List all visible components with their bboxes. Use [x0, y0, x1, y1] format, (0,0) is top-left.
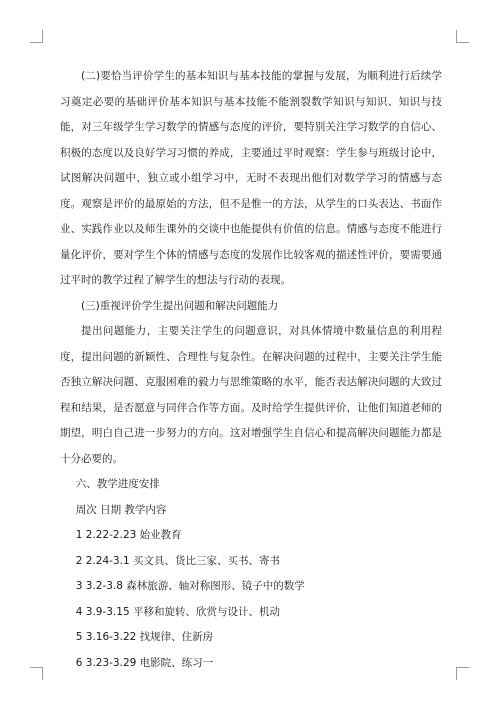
- schedule-row: 2 2.24-3.1 买文具、货比三家、买书、寄书: [75, 554, 280, 567]
- document-body: [60, 64, 442, 676]
- schedule-row: 5 3.16-3.22 找规律、住新房: [75, 631, 214, 643]
- schedule-row: 1 2.22-2.23 始业教育: [75, 529, 182, 541]
- schedule-row: 4 3.9-3.15 平移和旋转、欣赏与设计、机动: [75, 605, 280, 618]
- paragraph-problem-solving: 提出问题能力，主要关注学生的问题意识，对具体情境中数量信息的利用程度，提出问题的新颖性、合理性与复杂性。在解决问题的过程中，主要关注学生能否独立解决问题、克服困难的毅力与思维策略的水平，能否表达解决问题的大致过程和结果，是否愿意与同伴合作等方面。及时给学生提供评价，让他们知道老师的期望，明白自己进一步努力的方向。这对增强学生自信心和提高解决问题能力都是十分必要的。: [60, 325, 442, 465]
- paragraph-evaluation-knowledge: (二)要恰当评价学生的基本知识与基本技能的掌握与发展，为顺利进行后续学习奠定必要的基础评价基本知识与基本技能不能割裂数学知识与知识、知识与技能，对三年级学生学习数学的情感与态度的评价，要特别关注学习数学的自信心、积极的态度以及良好学习习惯的养成，主要通过平时观察：学生参与班级讨论中，试图解决问题中，独立或小组学习中，无时不表现出他们对数学学习的情感与态度。观察是评价的最原始的方法，但不是惟一的方法，从学生的口头表达、书面作业、实践作业以及师生课外的交谈中也能提供有价值的信息。情感与态度不能进行量化评价，要对学生个体的情感与态度的发展作比较客观的描述性评价，要需要通过平时的教学过程了解学生的想法与行动的表现。: [60, 70, 442, 286]
- crop-mark-bottom-right: [456, 667, 469, 680]
- schedule-header: 周次 日期 教学内容: [75, 503, 167, 516]
- schedule-row: 6 3.23-3.29 电影院、练习一: [75, 656, 214, 669]
- crop-mark-top-right: [456, 30, 469, 43]
- section-heading-schedule: 六、教学进度安排: [75, 478, 160, 490]
- crop-mark-bottom-left: [30, 667, 43, 680]
- crop-mark-top-left: [30, 30, 43, 43]
- schedule-row: 3 3.2-3.8 森林旅游、轴对称图形、镜子中的数学: [75, 580, 305, 592]
- section-heading-problem-solving: (三)重视评价学生提出问题和解决问题能力: [81, 299, 279, 312]
